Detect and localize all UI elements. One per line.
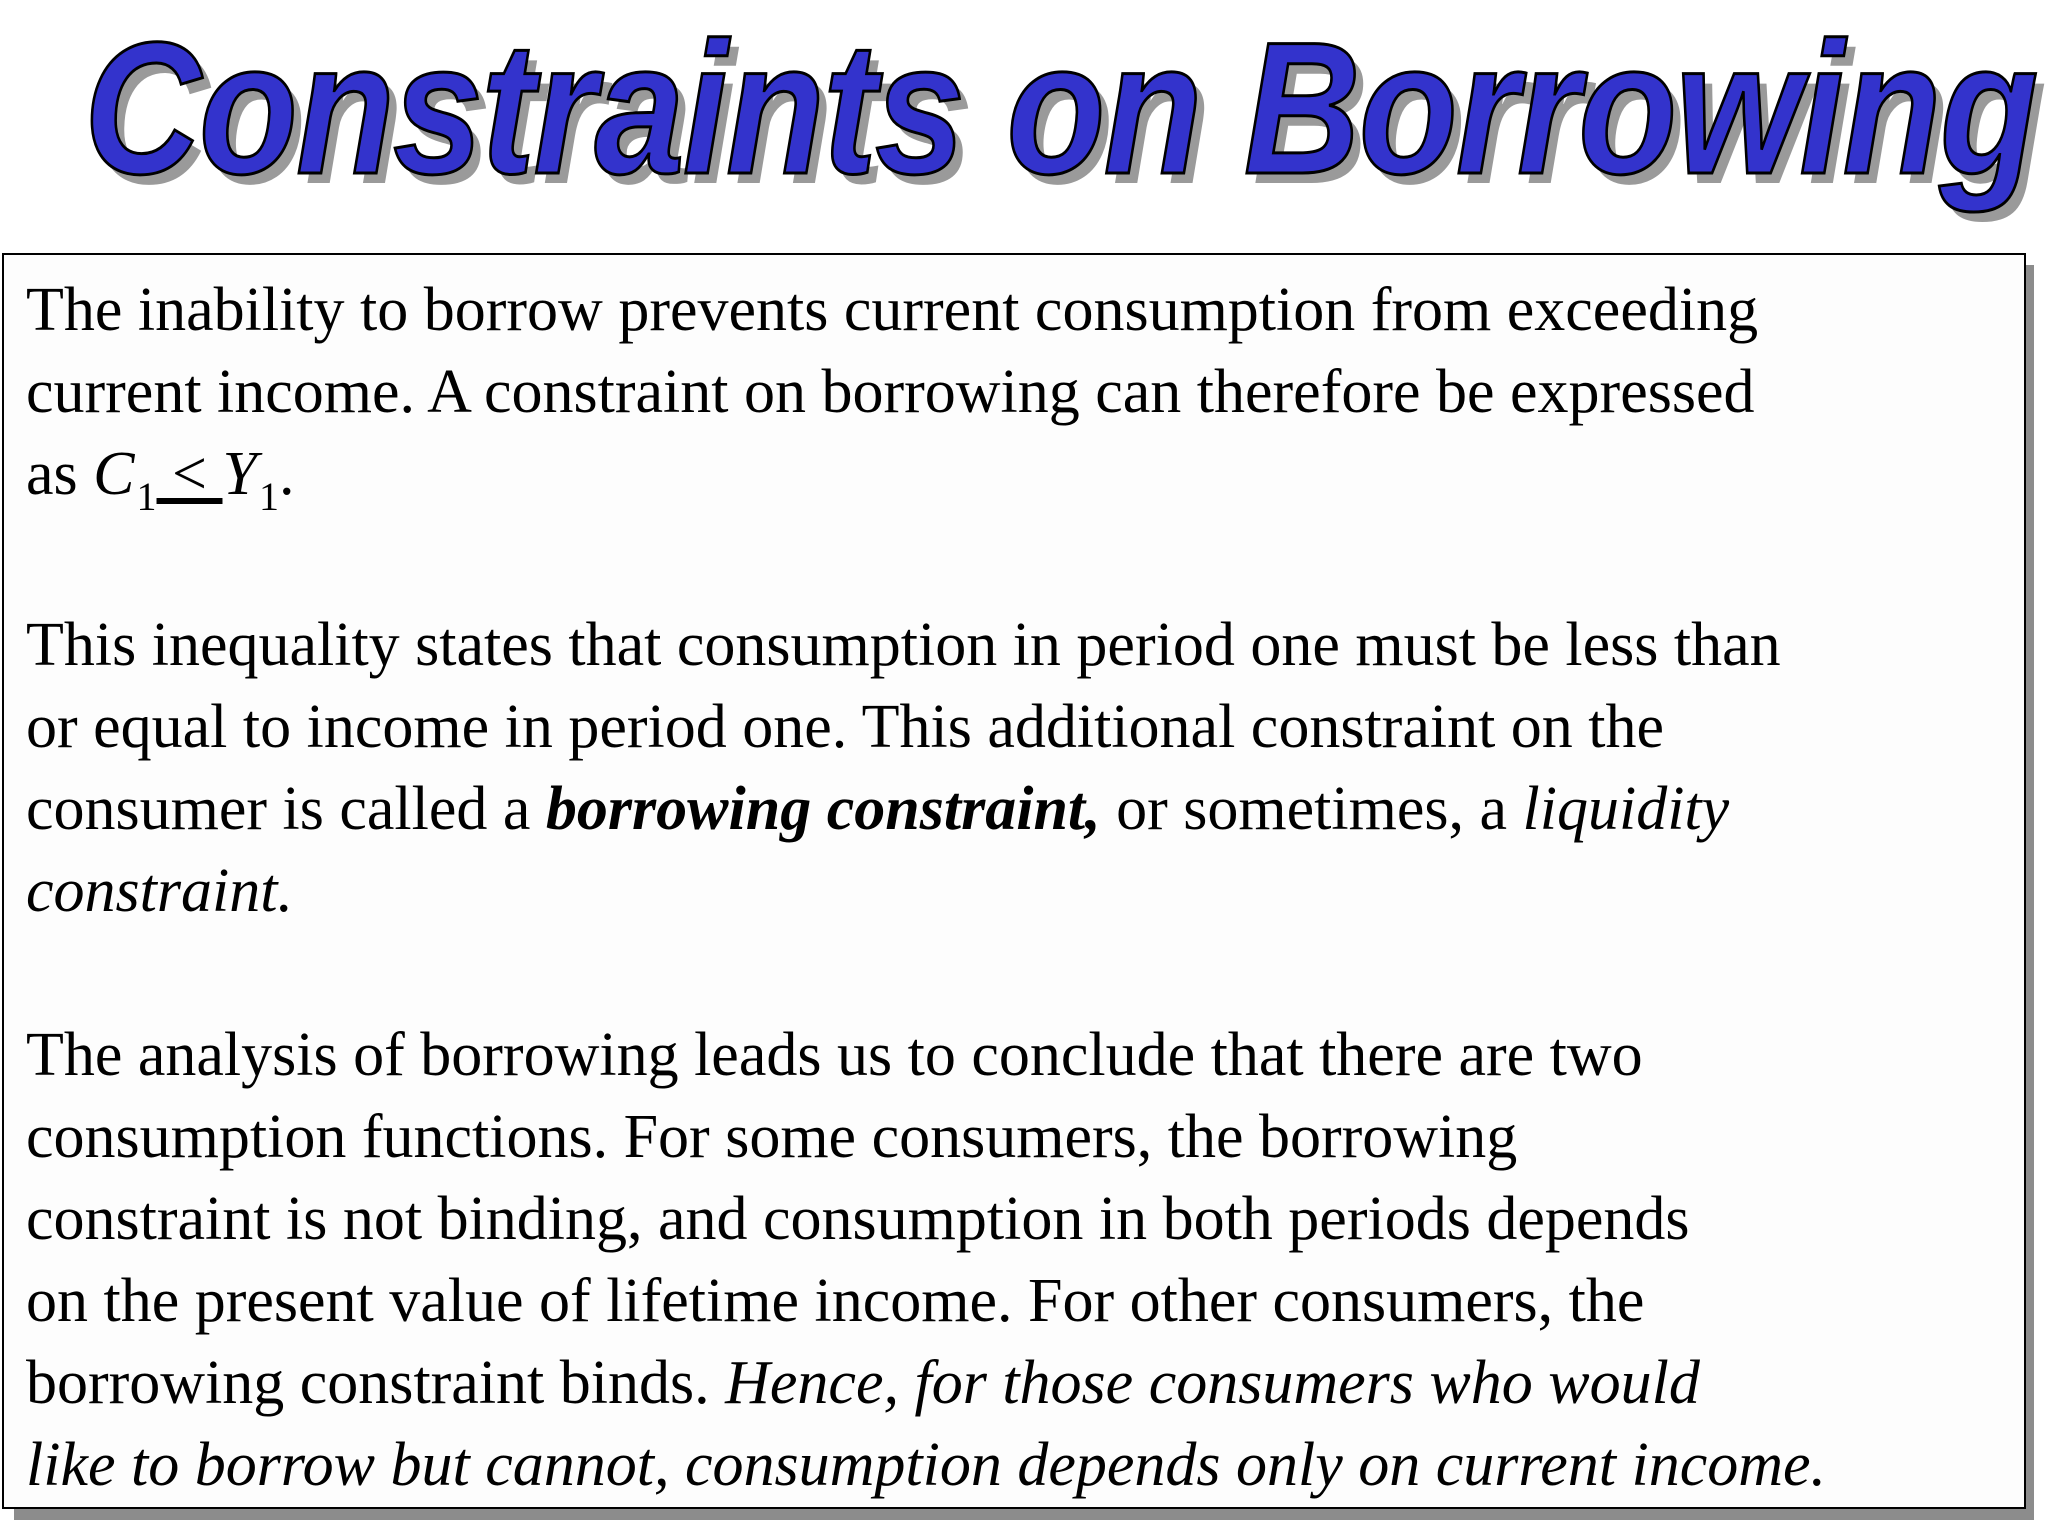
paragraph-2-line-3-mid: or sometimes, a bbox=[1100, 775, 1523, 843]
variable-c: C bbox=[93, 440, 135, 508]
paragraph-2-line-1: This inequality states that consumption in period one must be less than bbox=[26, 611, 1781, 679]
subscript-y: 1 bbox=[258, 474, 279, 519]
paragraph-borrowing-definition bbox=[26, 269, 2004, 522]
paragraph-1-lead: as bbox=[26, 440, 94, 508]
paragraph-2-line-2: or equal to income in period one. This additional constraint on the bbox=[26, 693, 1665, 761]
paragraph-2-line-3-lead: consumer is called a bbox=[26, 775, 546, 843]
conclusion-italic-part-2: like to borrow but cannot, consumption depends only on current income. bbox=[26, 1431, 1827, 1499]
paragraph-inequality-explanation bbox=[26, 604, 2004, 932]
inequality-expression bbox=[93, 440, 279, 519]
subscript-c: 1 bbox=[136, 474, 157, 519]
liquidity-term-part-1: liquidity bbox=[1522, 775, 1730, 843]
paragraph-3-line-1: The analysis of borrowing leads us to conclude that there are two bbox=[26, 1021, 1643, 1089]
slide-title: Constraints on Borrowing bbox=[84, 3, 2037, 213]
paragraph-1-end: . bbox=[278, 440, 295, 508]
paragraph-3-line-3: constraint is not binding, and consumption in both periods depends bbox=[26, 1185, 1690, 1253]
paragraph-3-line-4: on the present value of lifetime income. For other consumers, the bbox=[26, 1267, 1645, 1335]
variable-y: Y bbox=[222, 440, 257, 508]
paragraph-1-line-2: current income. A constraint on borrowing can therefore be expressed bbox=[26, 358, 1755, 426]
paragraph-1-line-1: The inability to borrow prevents current consumption from exceeding bbox=[26, 276, 1759, 344]
conclusion-italic-part-1: Hence, for those consumers who would bbox=[725, 1349, 1700, 1417]
relation-symbol: < bbox=[156, 440, 223, 508]
paragraph-consumption-functions bbox=[26, 1014, 2004, 1506]
paragraph-3-line-5-lead: borrowing constraint binds. bbox=[26, 1349, 726, 1417]
content-text-box bbox=[2, 253, 2026, 1509]
liquidity-term-part-2: constraint. bbox=[26, 857, 293, 925]
borrowing-constraint-term: borrowing constraint, bbox=[545, 775, 1101, 843]
paragraph-3-line-2: consumption functions. For some consumers, the borrowing bbox=[26, 1103, 1518, 1171]
